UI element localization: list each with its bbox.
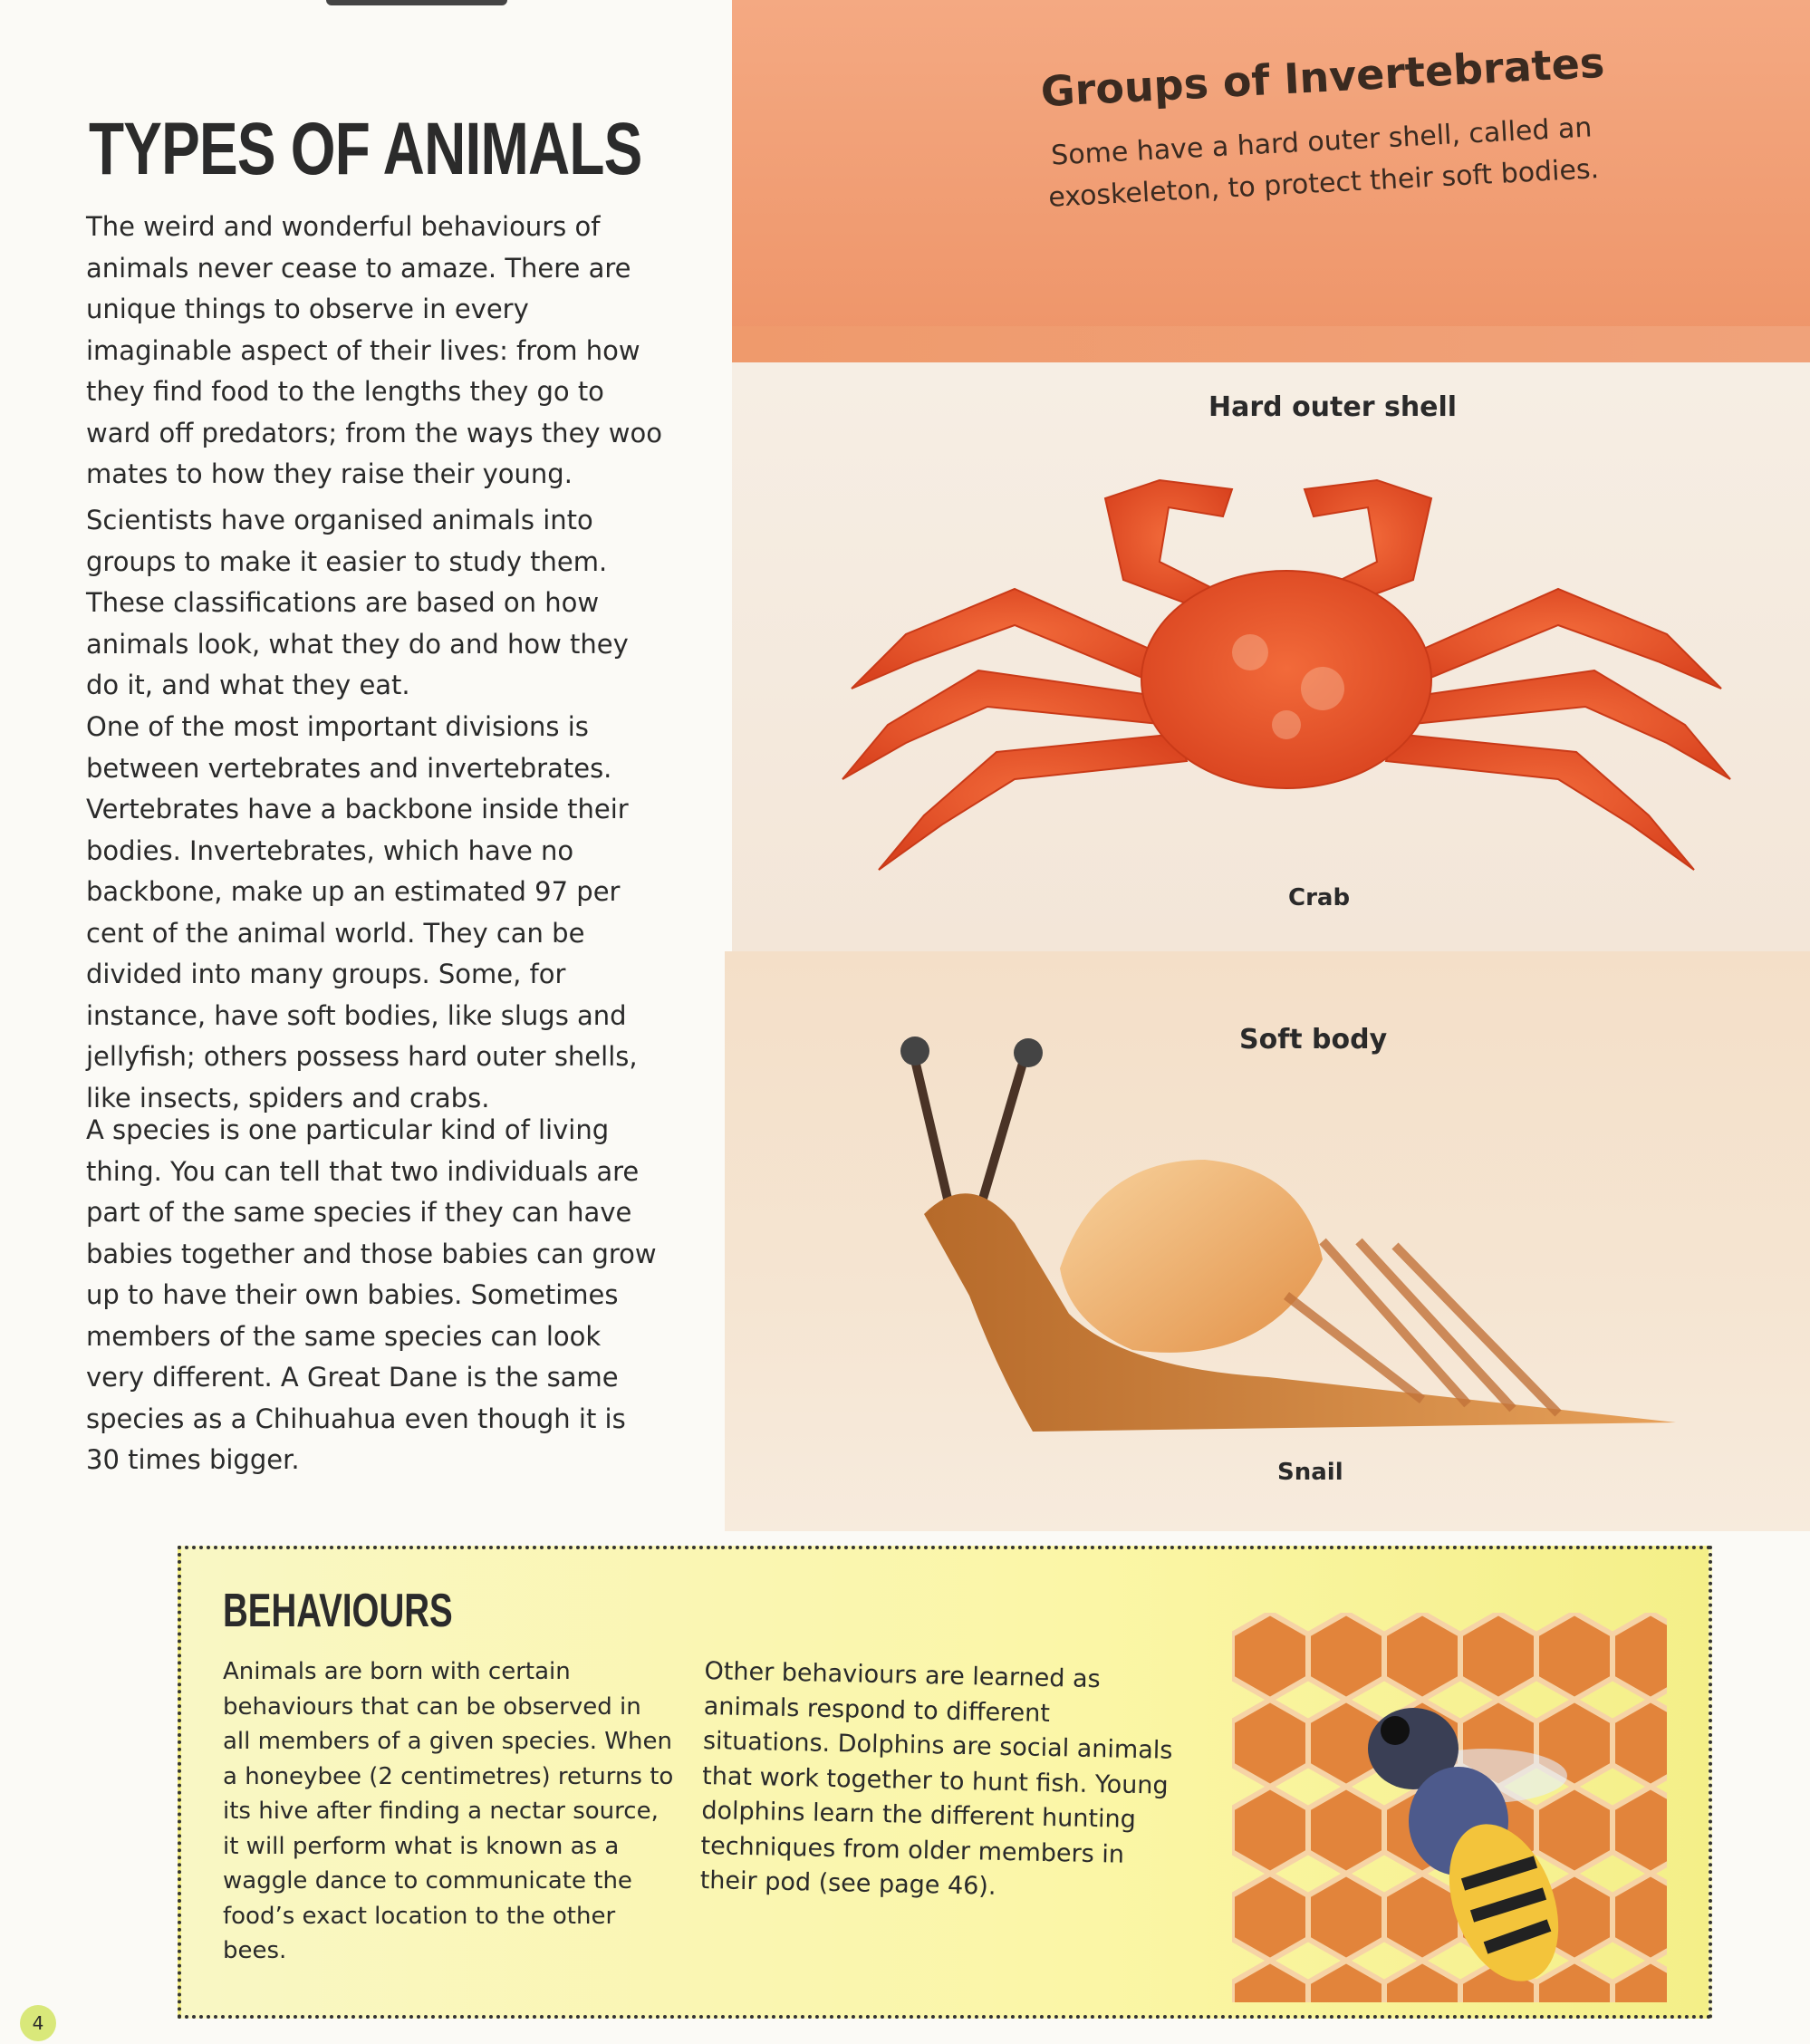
page-title: TYPES OF ANIMALS xyxy=(89,108,642,190)
invertebrates-subtitle: Some have a hard outer shell, called an exoskeleton, to protect their soft bodies. xyxy=(1047,111,1600,214)
behaviours-text-learned: Other behaviours are learned as animals respond to different situations. Dolphins are social animals that work together to hunt fish. Young dolphins learn the different hunting techniques from older members in their pod (see page 46). xyxy=(699,1656,1173,1901)
snail-caption: Snail xyxy=(1277,1459,1343,1486)
intro-paragraph-4: A species is one particular kind of living thing. You can tell that two individuals are part of the same species if they can have babies together and those babies can grow up to have their own babies. Sometimes members of the same species can look very different. A Great Dane is the same species as a Chihuahua even though it is 30 times bigger. xyxy=(86,1114,657,1475)
snail-illustration xyxy=(888,1024,1703,1441)
snail-antennae xyxy=(915,1060,1024,1214)
intro-paragraph-2: Scientists have organised animals into groups to make it easier to study them. These classifications are based on how animals look, what they do and how they do it, and what they eat. xyxy=(86,505,629,700)
snail-eye-right xyxy=(1014,1038,1043,1067)
crab-illustration xyxy=(833,453,1739,906)
crab-body-group xyxy=(842,480,1730,870)
page-number-badge: 4 xyxy=(20,2005,56,2041)
snail-shell xyxy=(1060,1160,1323,1353)
soft-body-heading: Soft body xyxy=(1239,1024,1388,1056)
top-binding-strip xyxy=(326,0,507,5)
hard-shell-heading: Hard outer shell xyxy=(1208,391,1458,423)
crab-caption: Crab xyxy=(1288,884,1351,911)
honeybee-illustration xyxy=(1232,1613,1667,2002)
behaviours-title: BEHAVIOURS xyxy=(223,1585,453,1637)
invertebrates-title: Groups of Invertebrates xyxy=(1039,37,1606,117)
intro-paragraph-3: One of the most important divisions is between vertebrates and invertebrates. Vertebrates have a backbone inside their bodies. Invertebrates, which have no backbone, make up an estimated 97 per cent of the animal world. They can be divided into many groups. Some, for instance, have soft bodies, like slugs and jellyfish; others possess hard outer shells, like insects, spiders and crabs. xyxy=(86,711,638,1114)
snail-eye-left xyxy=(900,1036,929,1065)
behaviours-text-innate: Animals are born with certain behaviours that can be observed in all members of a given species. When a honeybee (2 centimetres) returns to its hive after finding a nectar source, it will perform what is known as a waggle dance to communicate the food’s exact location to the other bees. xyxy=(223,1658,674,1964)
intro-paragraph-1: The weird and wonderful behaviours of animals never cease to amaze. There are unique things to observe in every imaginable aspect of their lives: from how they find food to the lengths they go to ward off predators; from the ways they woo mates to how they raise their young. xyxy=(86,211,662,489)
